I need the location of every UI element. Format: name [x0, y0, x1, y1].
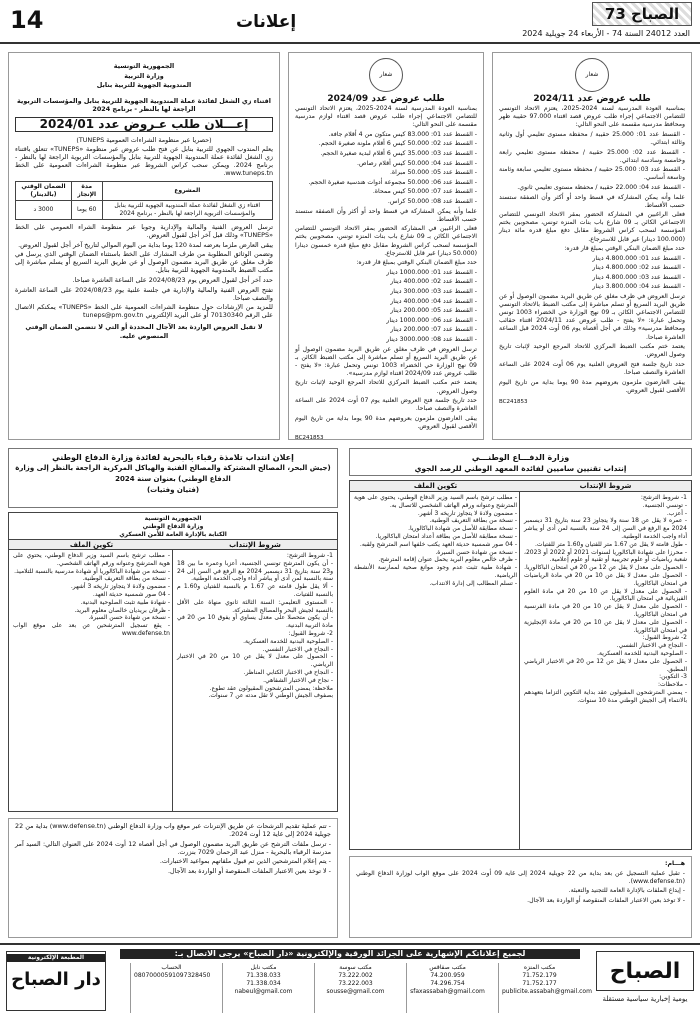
banner-subtitle: (جيش البحر، المصالح المشتركة والمصالح الفنية والهياكل المركزية الراجعة بالنظر إلى وزارة الدفاع الوطني) بعنوان سنة 2024 [15, 464, 331, 483]
text-line: - 04 صور شمسية حديثة العهد. [92, 590, 170, 598]
text-line: - القسط عدد 01: 25.000 حقيبة / محفظة مستوى تعليمي أول وثانية وثالثة ابتدائي. [499, 130, 685, 146]
text-line: - محرزا على شهادة الباكالوريا لسنوات 2021 أو 2022 أو 2023، شعبة رياضيات أو علوم تجريبية أو تقنية أو علوم إعلامية. [524, 548, 688, 564]
text-line: الجمهورية التونسية [113, 62, 175, 70]
table-cell: اقتناء زي الشغل لفائدة عملة المندوبية الجهوية للتربية بنابل والمؤسسات التربوية الراجعة لها بالنظر - برنامج 2024 [102, 200, 272, 219]
table-header: تكوين الملف [9, 539, 174, 550]
text-line: - الحصول على معدل لا يقل عن 12 من 20 في الاختبار الرياضي المطبق. [524, 657, 687, 673]
footer-contact-line: publicite.assabah@gmail.com [502, 988, 592, 995]
text-line: - القسط عدد 04: 22.000 حقيبة / محفظة مستوى تعليمي ثانوي. [517, 183, 685, 191]
text-line: حدد تاريخ جلسة فتح العروض العلنية يوم 07 أوت 2024 على الساعة العاشرة والنصف صباحا. [295, 397, 477, 413]
text-line: - تسلم المطالب إلى إدارة الانتداب. [429, 579, 517, 587]
text-line: - الحصول على معدل لا يقل عن 10 من 20 في مادة الإنجليزية في امتحان الباكالوريا. [524, 618, 687, 634]
text-line: - القسط عدد 04: 400.000 دينار [390, 297, 477, 305]
text-line: - نسخة من شهادة الباكالوريا أو شهادة مدرسية بالنسبة للتلاميذ. [14, 567, 170, 575]
footer-contact-line: 73.222.002 [338, 972, 373, 979]
text-line: وتضمن الوثائق المطلوبة من طرف المشارك على الخط باستثناء الضمان الوقتي الذي يرسل في ظرف مغلق عن طريق البريد مضمون الوصول أو عن طريق البريد السريع أو يسلم مباشرة إلى مكتب الضبط بالمندوبية الجهوية للتربية بنابل. [15, 250, 273, 275]
text-line: ترسل العروض الفنية والمالية والإدارية وجوبا عبر منظومة الشراء العمومي على الخط «TUNEPS» وذلك قبل آخر أجل لقبول العروض. [15, 222, 273, 239]
text-line: الجمهورية التونسية [144, 515, 202, 522]
text-line: - نجاح في الاختبار الشفاهي. [263, 676, 333, 684]
text-line: - الحصول على معدل لا يقل عن 10 من 20 في مادة الفرنسية في امتحان الباكالوريا. [524, 603, 687, 618]
text-line: - تقبل عملية التسجيل عن بعد بداية من 22 جويلية 2024 إلى غاية 09 أوت 2024 على موقع الواب لوزارة الدفاع الوطني (www.defense.tn). [356, 869, 685, 885]
issuer-block [9, 515, 337, 538]
footer-contact-line: nabeul@gmail.com [234, 988, 293, 995]
footer-contact-line: الحساب [161, 964, 182, 971]
footer-contact-line: 71.338.034 [246, 980, 281, 987]
text-line: - أن يكون المترشح تونسي الجنسية، أعزبا وعمره ما بين 18 و23 سنة بتاريخ 31 ديسمبر 2024 مع الرفع في السن إلى 24 سنة بالنسبة لمن أدى أو يباشر أداء واجب الخدمة الوطنية. [177, 559, 333, 583]
page-header [0, 0, 700, 44]
text-line: - النجاح في الاختبار النفسي. [616, 642, 687, 650]
text-line: يعتمد ختم مكتب الضبط المركزي للاتحاد المرجع الوحيد لإثبات تاريخ وصول العروض. [499, 343, 685, 359]
text-line: - القسط عدد 02: 400.000 دينار [390, 278, 477, 286]
file-cell [350, 492, 521, 849]
text-line: - نسخة من بطاقة التعريف الوطنية. [429, 517, 517, 525]
banner-note: (فتيان وفتيات) [146, 486, 200, 494]
table-header: شروط الإنتداب [172, 539, 337, 550]
footer-contact-line: 74.296.754 [430, 980, 465, 987]
text-line: 3- التكوين: [659, 673, 687, 681]
important-note-meteo [349, 856, 692, 938]
tender-body [499, 105, 685, 395]
footer-contact-line: 73.222.003 [338, 980, 373, 987]
text-line: علما وأنه يمكن المشاركة في قسط واحد أو أكثر وأن الصفقة ستسند حسب الأقساط. [295, 207, 477, 223]
text-line: - القسط عدد 06: 1000.000 دينار [386, 316, 477, 324]
tender-note: لا تقبل العروض الواردة بعد الآجال المحددة أو التي لا تتضمن الضمان الوقتي المنصوص عليه. [25, 323, 263, 340]
page-footer [0, 943, 700, 1017]
text-line: - يتم إعلام المترشحين الذين تم قبول ملفاتهم بمواعيد الاختبارات. [159, 857, 331, 866]
text-line: 2- شروط القبول: [288, 629, 333, 637]
recruitment-table-meteo [349, 480, 692, 850]
note-title: هـــام: [665, 860, 685, 867]
text-line: - يقع تسجيل المترشحين عن بعد على موقع الواب www.defense.tn [13, 622, 170, 637]
text-line: يبقى العارضون ملزمون بعروضهم مدة 90 يوما بداية من تاريخ اليوم الأقصى لقبول العروض. [499, 378, 685, 394]
conditions-cell [172, 550, 337, 811]
text-line: - القسط عدد 08: 3000.000 دينار [386, 335, 477, 343]
footer-contact-line: sousse@gmail.com [326, 988, 385, 995]
footer-tagline: يومية إخبارية سياسية مستقلة [602, 995, 688, 1003]
text-line: بصفوف الجيش الوطني لا تقل مدته عن 7 سنوات. [208, 692, 333, 700]
footer-contact-box [498, 963, 592, 1013]
text-line: - القسط عدد 01: 4.800.000 دينار [592, 254, 685, 262]
footer-contact-line: sfaxassabah@gmail.com [410, 988, 485, 995]
recruitment-table-navy [8, 512, 338, 812]
footer-contact-title: لجميع إعلاناتكم الإشهارية على الجرائد الورقية والإلكترونية «دار الصباح» يرجى الاتصال بـ: [120, 949, 580, 959]
text-line: - القسط عدد 06: 50.000 مجموعة أدوات هندسية صغيرة الحجم. [308, 178, 477, 186]
text-line: - النجاح في الاختبار النفسي. [262, 645, 333, 653]
note-body [15, 822, 331, 875]
seal-icon: شعار [369, 58, 403, 92]
table-header: شروط الإنتداب [519, 481, 691, 492]
text-line: - ظرف خالص معلوم البريد يحمل عنوان إقامة المترشح. [378, 556, 517, 564]
footer-logo-dar-assabah [6, 951, 106, 1011]
text-line: - القسط عدد 08: 50.000 كراس. [387, 198, 477, 206]
text-line: يعتمد ختم مكتب الضبط المركزي للاتحاد المرجع الوحيد لإثبات تاريخ وصول العروض. [295, 379, 477, 395]
text-line: - الحصول على معدل لا يقل عن 12 من 20 في امتحان الباكالوريا. [524, 564, 687, 572]
text-line: 2- شروط القبول: [642, 634, 687, 642]
tender-notice-nabeul [8, 52, 280, 440]
text-line: - ترسل ملفات الترشح عن طريق البريد مضمون الوصول في أجل أقصاه 12 أوت 2024 على العنوان التالي: السيد آمر مدرسة الرقباء بالبحرية - منزل عبد الرحمان 7029 بنزرت. [15, 839, 331, 856]
section-title: إعلانات [236, 12, 297, 32]
text-line: - القسط عدد 04: 50.000 كيس أقلام رصاص. [357, 159, 477, 167]
text-line: للمزيد من الإرشادات حول منظومة الشراءات العمومية على الخط «TUNEPS» يمكنكم الاتصال على الرقم 70130340 أو على البريد الإلكتروني tuneps@pm.gov.tn [15, 303, 273, 320]
issuer-block [15, 62, 273, 89]
text-line: - القسط عدد 07: 200.000 دينار [390, 326, 477, 334]
important-note-navy [8, 818, 338, 938]
ad-reference: BC241853 [295, 434, 324, 440]
footer-contact-line: 08070000591097328450 [134, 972, 211, 979]
tender-title: طلب عروض عدد 2024/11 [533, 94, 651, 104]
text-line: حدد مبلغ الضمان البنكي الوقتي بمبلغ قار قدره: [564, 245, 685, 253]
text-line: - الحصول على معدل لا يقل عن 10 من 20 في الاختبار الرياضي. [177, 653, 333, 669]
newspaper-logo: الصباح 73 [592, 2, 692, 26]
text-line: - القسط عدد 04: 3.800.000 دينار [592, 283, 685, 291]
text-line: - 04 صور شمسية حديثة العهد يكتب خلفها اسم المترشح ولقبه. [359, 540, 517, 548]
text-line: - القسط عدد 01: 1000.000 دينار [386, 268, 477, 276]
text-line: - النجاح في الاختبار الكتابي المناظر. [243, 668, 333, 676]
footer-logo-text: دار الصباح [11, 969, 101, 990]
text-line: - القسط عدد 03: 25.000 حقيبة / محفظة مستوى تعليمي سابعة وثامنة وتاسعة أساسي. [499, 166, 685, 182]
text-line: - الصلوحية البدنية للخدمة العسكرية. [243, 637, 333, 645]
text-line: - نسخة مطابقة للأصل من بطاقة أعداد امتحان الباكالوريا. [375, 532, 517, 540]
table-header: تكوين الملف [350, 481, 521, 492]
text-line: تفتح العروض الفنية والمالية والإدارية في جلسة علنية يوم 2024/08/23 على الساعة العاشرة والنصف صباحا. [15, 285, 273, 302]
text-line: - شهادة طبية تثبت الصلوحية البدنية. [80, 598, 170, 606]
text-line: 1- شروط الترشح: [286, 552, 333, 559]
text-line: - ألا يقل طول قامته عن 1.67 م بالنسبة للفتيان و1.60 م بالنسبة للفتيات. [177, 583, 333, 598]
text-line: - تونسي الجنسية. [642, 501, 687, 509]
text-line: - القسط عدد 05: 200.000 دينار [390, 307, 477, 315]
ad-reference: BC241853 [499, 398, 528, 405]
footer-contact-line: 71.752.177 [522, 980, 557, 987]
footer-logo-caption: المطبعة الإلكترونية [7, 954, 105, 962]
text-line: - عمره لا يقل عن 18 سنة ولا يتجاوز 23 سنة بتاريخ 31 ديسمبر 2024 مع الرفع في السن إلى 24 سنة بالنسبة لمن أدى أو يباشر أداء واجب الخدمة الوطنية. [524, 517, 688, 540]
text-line: - مطلب ترشح باسم السيد وزير الدفاع الوطني، يحتوي على هوية المترشح وعنوانه ورقم الهاتف الشخصي للاتصال به. [354, 494, 517, 509]
text-line: - القسط عدد 03: 300.000 دينار [390, 287, 477, 295]
text-line: - نسخة من شهادة حسن السيرة. [88, 614, 170, 622]
text-line: - ظرفان بريديان خالصان معلوم البريد. [74, 606, 170, 614]
text-line: وزارة التربية [124, 71, 164, 80]
text-line: - ملاحظات: [658, 681, 687, 689]
tender-notice-09 [288, 52, 484, 440]
recruitment-banner-navy [8, 448, 338, 508]
conditions-cell [519, 492, 691, 849]
banner-title: إعلان انتداب تلامذة رقباء بالبحرية لفائدة وزارة الدفاع الوطني [52, 453, 294, 462]
text-line: ترسل العروض في ظرف مغلق عن طريق البريد مضمون الوصول أو عن طريق البريد السريع أو تسلم مباشرة إلى مكتب الضبط بالاتحاد التونسي للتضامن الاجتماعي الكائن بـ 09 نهج الوزارة حي الخضراء 1003 تونس وتحمل عبارة: «لا يفتح - طلب عروض عدد 2024/11 اقتناء حقائب ومحافظ مدرسية» وذلك في أجل أقصاه يوم 06 أوت 2024 قبل الساعة العاشرة صباحا. [499, 293, 686, 341]
tender-notice-11 [492, 52, 692, 440]
table-header-cell: الضمان الوقتي (بالدينار) [16, 181, 72, 200]
text-line: - مضمون ولادة لا يتجاوز تاريخه 3 أشهر. [70, 583, 170, 591]
text-line: وزارة الدفاع الوطني [142, 522, 204, 530]
text-line: - الصلوحية البدنية للخدمة العسكرية. [597, 649, 687, 657]
footer-contact-box [314, 963, 396, 1013]
footer-contact-line: 74.200.959 [430, 972, 465, 979]
tender-table [15, 181, 273, 220]
page-number: 14 [10, 6, 44, 34]
text-line: - القسط عدد 02: 4.800.000 دينار [592, 264, 685, 272]
text-line: - أعزب. [666, 509, 687, 517]
tender-title: طلب عروض عدد 2024/09 [327, 94, 445, 104]
footer-contact-box [130, 963, 212, 1013]
text-line: فعلى الراغبين في المشاركة الحضور بمقر الاتحاد التونسي للتضامن الاجتماعي الكائن بـ 09 شارع باب بنات المنزه تونس، مصحوبين بختم المؤسسة لسحب كراس الشروط مقابل دفع مبلغ قدره خمسون دينارا (50.000 دينار) غير قابل للاسترجاع. [295, 225, 477, 257]
text-line: ملاحظة: يمضي المترشحون المقبولون عقد تطوع. [209, 684, 333, 692]
text-line: - تتم عملية تقديم الترشحات عن طريق الإنترنات عبر موقع واب وزارة الدفاع الوطني (www.defense.tn) بداية من 22 جويلية 2024 إلى غاية 12 أوت 2024. [15, 822, 331, 839]
footer-contact-line: 71.752.179 [522, 972, 557, 979]
tender-body [295, 105, 477, 431]
text-line: - القسط عدد 02: 50.000 كيس 6 أقلام ملونة صغيرة الحجم. [318, 140, 477, 148]
banner-subtitle: إنتداب تقنيين ساميين لفائدة المعهد الوطني للرصد الجوي [414, 464, 627, 473]
text-line: - لا توخذ بعين الاعتبار الملفات المنقوصة أو الواردة بعد الآجال. [527, 896, 685, 904]
tender-title: إعـــلان طلب عـروض عدد 2024/01 [15, 117, 273, 131]
text-line: يبقى العارض ملزما بعرضه لمدة 120 يوما بداية من اليوم الموالي لتاريخ آخر أجل لقبول العروض. [18, 240, 273, 249]
text-line: - نسخة مطابقة للأصل من شهادة الباكالوريا. [408, 525, 517, 533]
seal-icon: شعار [575, 58, 609, 92]
issue-line: العدد 24012 السنة 74 - الأربعاء 24 جويلية 2024 [522, 29, 690, 38]
text-line: ترسل العروض في ظرف مغلق عن طريق البريد مضمون الوصول أو عن طريق البريد السريع أو تسلم مباشرة إلى مكتب الضبط الكائن بـ 09 نهج الوزارة حي الخضراء 1003 تونس وتحمل عبارة: «لا يفتح - طلب عروض عدد 2024/09 اقتناء لوازم مدرسية». [295, 345, 477, 377]
table-cell: 60 يوما [71, 200, 102, 219]
note-body [356, 870, 685, 905]
text-line: حدد مبلغ الضمان البنكي الوقتي بمبلغ قار قدره: [356, 259, 477, 267]
footer-contact-box [222, 963, 304, 1013]
text-line: حدد آخر أجل لقبول العروض يوم 2024/08/23 على الساعة العاشرة صباحا. [72, 275, 273, 284]
text-line: فعلى الراغبين في المشاركة الحضور بمقر الاتحاد التونسي للتضامن الاجتماعي الكائن بـ 09 شارع باب بنات المنزه تونس، مصحوبين بختم المؤسسة لسحب كراس الشروط مقابل دفع مبلغ قدره مائة دينار (100.000 دينار) غير قابل للاسترجاع. [499, 211, 685, 243]
file-cell [9, 550, 174, 811]
tender-intro: يعلم المندوب الجهوي للتربية بنابل عن فتح طلب عروض عبر منظومة «TUNEPS» تتعلق باقتناء زي الشغل لفائدة عملة المندوبية الجهوية للتربية بنابل والمؤسسات التربوية الراجعة لها بالنظر - برنامج 2024. ويمكن سحب كراس الشروط عبر منظومة الشراءات العمومية على الخط www.tuneps.tn. [15, 145, 273, 178]
footer-contact-line: 71.338.033 [246, 972, 281, 979]
text-line: - القسط عدد 03: 4.800.000 دينار [592, 273, 685, 281]
footer-contact-line: مكتب سوسة [339, 964, 372, 971]
table-header-cell: المشروع [102, 181, 272, 200]
text-line: حدد تاريخ جلسة فتح العروض العلنية يوم 06 أوت 2024 على الساعة العاشرة والنصف صباحا. [499, 360, 685, 376]
table-cell: 3000 د [16, 200, 72, 219]
text-line: - أن يكون متحصلا على معدل يساوي أو يفوق 10 من 20 في مادة التربية البدنية. [177, 614, 333, 630]
recruitment-banner-meteo [349, 448, 692, 476]
footer-contact-line: مكتب نابل [250, 964, 277, 971]
text-line: - يمضي المترشحون المقبولون عقد بداية التكوين التزاما بتعهدهم بالانتماء إلى الجيش الوطني مدة 10 سنوات. [524, 688, 687, 704]
text-line: - نسخة من بطاقة التعريف الوطنية. [82, 575, 170, 583]
banner-title: وزارة الدفـــاع الوطنـــي [471, 453, 570, 462]
tender-subtitle: (حصريا عبر منظومة الشراءات العمومية TUNEPS) [76, 135, 212, 144]
text-line: 1- شروط الترشح: [640, 494, 687, 501]
text-line: بمناسبة العودة المدرسية لسنة 2024-2025، يعتزم الاتحاد التونسي للتضامن الاجتماعي إجراء طلب عروض قصد اقتناء لوازم مدرسية مقسمة على النحو التالي: [295, 105, 477, 129]
text-line: - القسط عدد 07: 50.000 كيس ممحاة. [372, 188, 477, 196]
text-line: علما وأنه يمكن المشاركة في قسط واحد أو أكثر وأن الصفقة ستسند حسب الأقساط. [499, 193, 685, 209]
footer-contact-line: مكتب المنزه [523, 964, 556, 971]
text-line: - مطلب ترشح باسم السيد وزير الدفاع الوطني، يحتوي على هوية المترشح وعنوانه ورقم الهاتف الشخصي. [13, 552, 170, 567]
table-row [16, 200, 273, 219]
text-line: - القسط عدد 03: 35.000 كيس 6 أقلام لبدية صغيرة الحجم. [320, 150, 477, 158]
footer-contact-line: مكتب صفاقس [429, 964, 466, 971]
text-line: - الحصول على معدل لا يقل عن 10 من 20 في مادة العلوم الفيزيائية في امتحان الباكالوريا. [524, 587, 687, 603]
text-line: - المستوى التعليمي: السنة الثالثة ثانوي منهاة على الأقل بالنسبة لجيش البحر والمصالح المشتركة. [177, 598, 333, 614]
table-header-cell: مدة الإنجاز [71, 181, 102, 200]
text-line: - القسط عدد 02: 25.000 حقيبة / محفظة مستوى تعليمي رابعة وخامسة وسادسة ابتدائي. [499, 148, 685, 164]
text-line: - لا توخذ بعين الاعتبار الملفات المنقوصة أو الواردة بعد الآجال. [167, 866, 331, 875]
footer-contact-box [406, 963, 488, 1013]
text-line: - القسط عدد 05: 50.000 مبراة. [389, 169, 477, 177]
text-line: - إيداع الملفات بالإدارة العامة للتجنيد والتعبئة. [568, 887, 685, 895]
text-line: - مضمون ولادة لا يتجاوز تاريخه 3 أشهر. [417, 509, 517, 517]
text-line: - شهادة طبية تثبت عدم وجود موانع صحية لممارسة الأنشطة الرياضية. [354, 564, 517, 579]
text-line: بمناسبة العودة المدرسية لسنة 2024-2025، يعتزم الاتحاد التونسي للتضامن الاجتماعي إجراء طلب عروض قصد اقتناء 97.000 حقيبة ظهر ومحافظ مدرسية مقسمة على النحو التالي: [499, 105, 686, 129]
text-line: - نسخة من شهادة حسن السيرة. [435, 548, 517, 556]
footer-logo: الصباح [596, 951, 694, 991]
text-line: - الحصول على معدل لا يقل عن 10 من 20 في مادة الرياضيات في امتحان الباكالوريا. [524, 571, 687, 587]
text-line: - القسط عدد 01: 83.000 كيس متكون من 4 أقلام جافة. [328, 130, 477, 138]
text-line: - طول قامته لا يقل عن 1.67 متر للفتيان و1.60 متر للفتيات. [534, 540, 687, 548]
text-line: يبقى العارضون ملزمون بعروضهم مدة 90 يوما بداية من تاريخ اليوم الأقصى لقبول العروض. [295, 414, 477, 430]
text-line: المندوبية الجهوية للتربية بنابل [96, 81, 192, 90]
tender-body [15, 223, 273, 320]
text-line: الكتابة بالإدارة العامة للأمن العسكري [119, 530, 227, 538]
subject-line: اقتناء زي الشغل لفائدة عملة المندوبية الجهوية للتربية بنابل والمؤسسات التربوية الراجعة لها بالنظر - برنامج 2024 [17, 97, 271, 114]
